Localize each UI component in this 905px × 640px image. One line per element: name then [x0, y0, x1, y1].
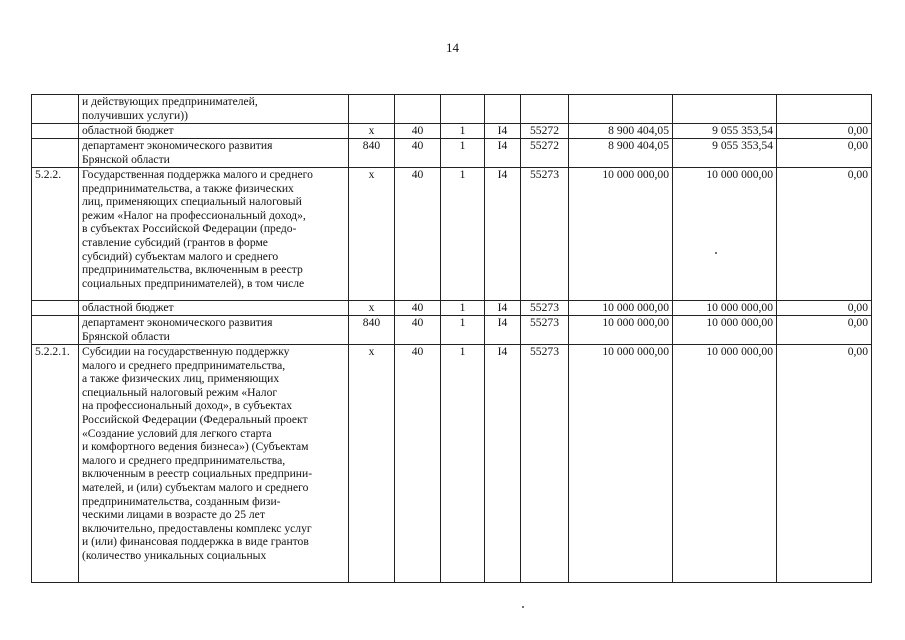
target-article-code: I4	[485, 168, 521, 301]
amount-year-1: 8 900 404,05	[569, 124, 673, 139]
row-number	[32, 316, 79, 345]
grbs-code: х	[349, 124, 395, 139]
row-number: 5.2.2.1.	[32, 345, 79, 583]
amount-year-3	[777, 95, 872, 124]
subsection-code: 1	[441, 139, 485, 168]
grbs-code: 840	[349, 316, 395, 345]
row-name: областной бюджет	[79, 301, 349, 316]
budget-table	[31, 94, 872, 583]
table-row	[32, 345, 872, 583]
amount-year-2	[673, 95, 777, 124]
row-number: 5.2.2.	[32, 168, 79, 301]
amount-year-2: 10 000 000,00	[673, 168, 777, 301]
table-row	[32, 168, 872, 301]
section-code	[395, 95, 441, 124]
target-article-number	[521, 95, 569, 124]
section-code: 40	[395, 124, 441, 139]
target-article-number: 55273	[521, 301, 569, 316]
target-article-code: I4	[485, 301, 521, 316]
target-article-code: I4	[485, 124, 521, 139]
target-article-number: 55272	[521, 139, 569, 168]
amount-year-1: 10 000 000,00	[569, 168, 673, 301]
amount-year-1	[569, 95, 673, 124]
row-name: департамент экономического развития Брянской области	[79, 316, 349, 345]
target-article-number: 55272	[521, 124, 569, 139]
grbs-code: 840	[349, 139, 395, 168]
section-code: 40	[395, 168, 441, 301]
amount-year-1: 8 900 404,05	[569, 139, 673, 168]
subsection-code: 1	[441, 301, 485, 316]
section-code: 40	[395, 316, 441, 345]
row-name: Субсидии на государственную поддержку малого и среднего предпринимательства, а также физических лиц, применяющих специальный налоговый режим «Налог на профессиональный доход», в субъектах Российской Федерации (Федеральный проект «Создание условий для легкого старта и комфортного ведения бизнеса») (Субъектам малого и среднего предпринимательства, включенным в реестр социальных предприни- мателей, и (или) субъектам малого и среднего предпринимательства, созданным физи- ческими лицами в возрасте до 25 лет включительно, предоставлены комплекс услуг и (или) финансовая поддержка в виде грантов (количество уникальных социальных	[79, 345, 349, 583]
amount-year-2: 10 000 000,00	[673, 345, 777, 583]
amount-year-3: 0,00	[777, 345, 872, 583]
row-number	[32, 95, 79, 124]
subsection-code: 1	[441, 316, 485, 345]
target-article-number: 55273	[521, 345, 569, 583]
target-article-number: 55273	[521, 316, 569, 345]
scan-speck	[715, 252, 717, 254]
amount-year-3: 0,00	[777, 139, 872, 168]
subsection-code: 1	[441, 168, 485, 301]
row-name: Государственная поддержка малого и среднего предпринимательства, а также физических лиц, применяющих специальный налоговый режим «Налог на профессиональный доход», в субъектах Российской Федерации (предо- ставление субсидий (грантов в форме субсидий) субъектам малого и среднего предпринимательства, включенным в реестр социальных предпринимателей), в том числе	[79, 168, 349, 301]
table-row	[32, 316, 872, 345]
table-row	[32, 139, 872, 168]
amount-year-1: 10 000 000,00	[569, 345, 673, 583]
table-row	[32, 95, 872, 124]
grbs-code: х	[349, 168, 395, 301]
table-row	[32, 301, 872, 316]
subsection-code: 1	[441, 345, 485, 583]
amount-year-2: 9 055 353,54	[673, 139, 777, 168]
grbs-code	[349, 95, 395, 124]
grbs-code: х	[349, 345, 395, 583]
amount-year-2: 10 000 000,00	[673, 301, 777, 316]
amount-year-3: 0,00	[777, 168, 872, 301]
amount-year-3: 0,00	[777, 316, 872, 345]
page-number: 14	[446, 40, 459, 55]
table-row	[32, 124, 872, 139]
row-name: областной бюджет	[79, 124, 349, 139]
scan-speck	[522, 606, 524, 608]
row-name: и действующих предпринимателей, получивших услуги))	[79, 95, 349, 124]
amount-year-1: 10 000 000,00	[569, 301, 673, 316]
amount-year-3: 0,00	[777, 124, 872, 139]
amount-year-2: 10 000 000,00	[673, 316, 777, 345]
grbs-code: х	[349, 301, 395, 316]
target-article-code: I4	[485, 316, 521, 345]
row-number	[32, 301, 79, 316]
target-article-code: I4	[485, 345, 521, 583]
row-number	[32, 139, 79, 168]
section-code: 40	[395, 345, 441, 583]
subsection-code	[441, 95, 485, 124]
row-number	[32, 124, 79, 139]
section-code: 40	[395, 139, 441, 168]
target-article-code	[485, 95, 521, 124]
target-article-code: I4	[485, 139, 521, 168]
amount-year-1: 10 000 000,00	[569, 316, 673, 345]
row-name: департамент экономического развития Брянской области	[79, 139, 349, 168]
amount-year-2: 9 055 353,54	[673, 124, 777, 139]
amount-year-3: 0,00	[777, 301, 872, 316]
target-article-number: 55273	[521, 168, 569, 301]
section-code: 40	[395, 301, 441, 316]
subsection-code: 1	[441, 124, 485, 139]
